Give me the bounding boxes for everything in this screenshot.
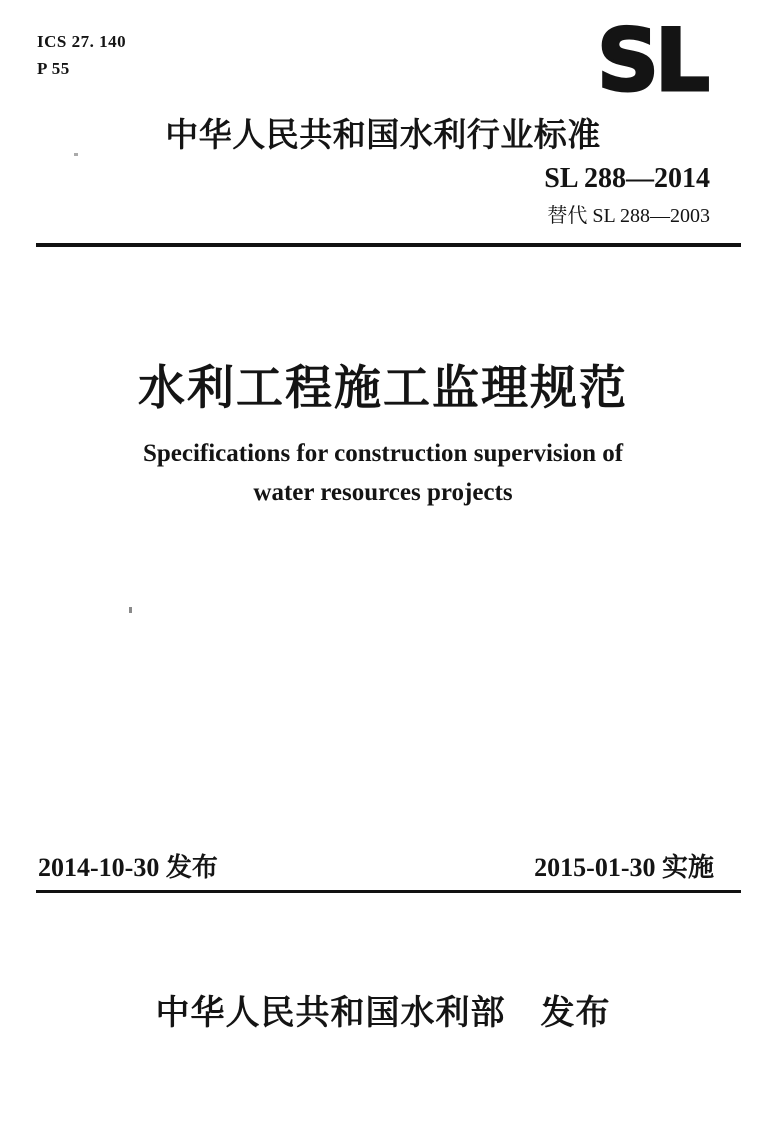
title-english-line1: Specifications for construction supervision of [142, 440, 624, 467]
publisher-line: 中华人民共和国水利部 发布 [155, 994, 611, 1032]
ics-code: ICS 27. 140 [37, 32, 127, 51]
standard-number: SL 288—2014 [544, 163, 710, 194]
scan-speck [129, 607, 132, 613]
bottom-divider-rule [36, 890, 741, 893]
supersedes-note: 替代 SL 288—2003 [547, 205, 710, 227]
title-english-line2: water resources projects [253, 479, 513, 506]
document-title-english [0, 434, 766, 512]
scan-speck [74, 153, 78, 156]
standard-category-heading: 中华人民共和国水利行业标准 [165, 116, 601, 153]
dates-row [38, 847, 714, 884]
class-code: P 55 [37, 59, 70, 78]
document-title-chinese: 水利工程施工监理规范 [138, 361, 628, 414]
sl-logo: SL [597, 11, 706, 111]
issue-date: 2014-10-30 发布 [38, 853, 218, 882]
top-divider-rule [36, 243, 741, 247]
implement-date: 2015-01-30 实施 [534, 853, 714, 882]
ics-classification-block [37, 28, 126, 82]
